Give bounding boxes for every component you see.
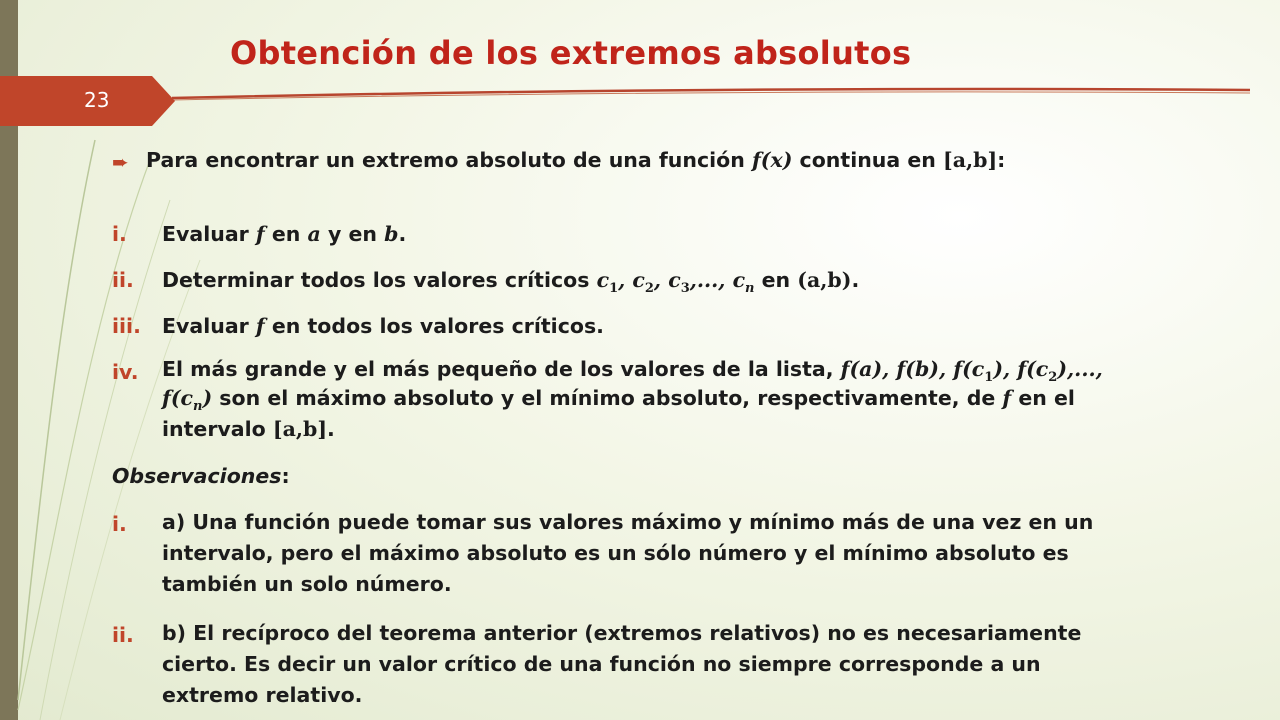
math-list: ), f(c (993, 357, 1049, 381)
step-4-line-2 (162, 386, 1075, 414)
math-symbol: c (632, 268, 645, 292)
math-symbol: , (618, 268, 633, 292)
step-marker: i. (112, 222, 127, 246)
step-part: en (264, 222, 308, 246)
step-part: . (327, 417, 335, 441)
observation-2-line-1: b) El recíproco del teorema anterior (extremos relativos) no es necesariamente (162, 621, 1082, 645)
step-3 (162, 314, 604, 338)
step-marker: ii. (112, 268, 134, 292)
step-4-line-1 (162, 357, 1103, 385)
observation-1-line-2: intervalo, pero el máximo absoluto es un sólo número y el mínimo absoluto es (162, 541, 1069, 565)
math-symbol: c (732, 268, 746, 292)
math-symbol: , (653, 268, 669, 292)
observations-label: Observaciones (112, 464, 282, 488)
subscript: 1 (984, 370, 994, 386)
arrow-bullet-icon: ➨ (112, 150, 129, 174)
step-part: . (851, 268, 860, 292)
step-marker: iv. (112, 360, 139, 384)
step-part: son el máximo absoluto y el mínimo absoluto, respectivamente, de (212, 386, 1003, 410)
observation-2-line-3: extremo relativo. (162, 683, 363, 707)
math-symbol: ,..., (689, 268, 733, 292)
interval-symbol: (a,b) (797, 268, 852, 292)
math-symbol: f(c (162, 386, 194, 410)
slide-title: Obtención de los extremos absolutos (230, 34, 912, 72)
step-part: en (754, 268, 798, 292)
step-part: . (398, 222, 407, 246)
step-part: en el (1011, 386, 1075, 410)
step-part: y en (320, 222, 385, 246)
observations-heading (112, 464, 290, 488)
math-symbol: c (596, 268, 610, 292)
observation-marker: i. (112, 512, 127, 536)
step-2 (162, 268, 859, 296)
subscript: n (193, 399, 203, 415)
subscript: n (745, 281, 755, 297)
step-part: Determinar todos los valores críticos (162, 268, 597, 292)
math-symbol: f (255, 314, 265, 338)
subscript: 1 (609, 281, 619, 297)
math-symbol: b (384, 222, 399, 246)
subscript: 3 (680, 281, 690, 297)
math-list: ),..., (1057, 357, 1103, 381)
step-part: intervalo (162, 417, 273, 441)
observation-1-line-1: a) Una función puede tomar sus valores máximo y mínimo más de una vez en un (162, 510, 1094, 534)
step-marker: iii. (112, 314, 141, 338)
step-part: Evaluar (162, 222, 256, 246)
math-symbol: f (255, 222, 265, 246)
subscript: 2 (644, 281, 654, 297)
intro-part: continua en (792, 148, 944, 172)
step-4-line-3 (162, 417, 335, 441)
intro-text (146, 148, 1005, 172)
page-number: 23 (84, 88, 110, 112)
title-underline (170, 84, 1255, 104)
observation-marker: ii. (112, 623, 134, 647)
fx-symbol: f(x) (751, 148, 793, 172)
step-part: El más grande y el más pequeño de los valores de la lista, (162, 357, 841, 381)
subscript: 2 (1048, 370, 1058, 386)
intro-part: Para encontrar un extremo absoluto de una función (146, 148, 752, 172)
observation-1-line-3: también un solo número. (162, 572, 452, 596)
step-1 (162, 222, 406, 246)
math-list: f(a), f(b), f(c (840, 357, 985, 381)
interval-symbol: [a,b] (272, 417, 328, 441)
observations-colon: : (281, 464, 290, 488)
step-part: Evaluar (162, 314, 256, 338)
math-symbol: f (1002, 386, 1012, 410)
observation-2-line-2: cierto. Es decir un valor crítico de una función no siempre corresponde a un (162, 652, 1041, 676)
math-symbol: a (307, 222, 321, 246)
math-symbol: c (668, 268, 681, 292)
intro-part: : (997, 148, 1006, 172)
math-symbol: ) (202, 386, 213, 410)
interval-symbol: [a,b] (943, 148, 998, 172)
step-part: en todos los valores críticos. (264, 314, 604, 338)
